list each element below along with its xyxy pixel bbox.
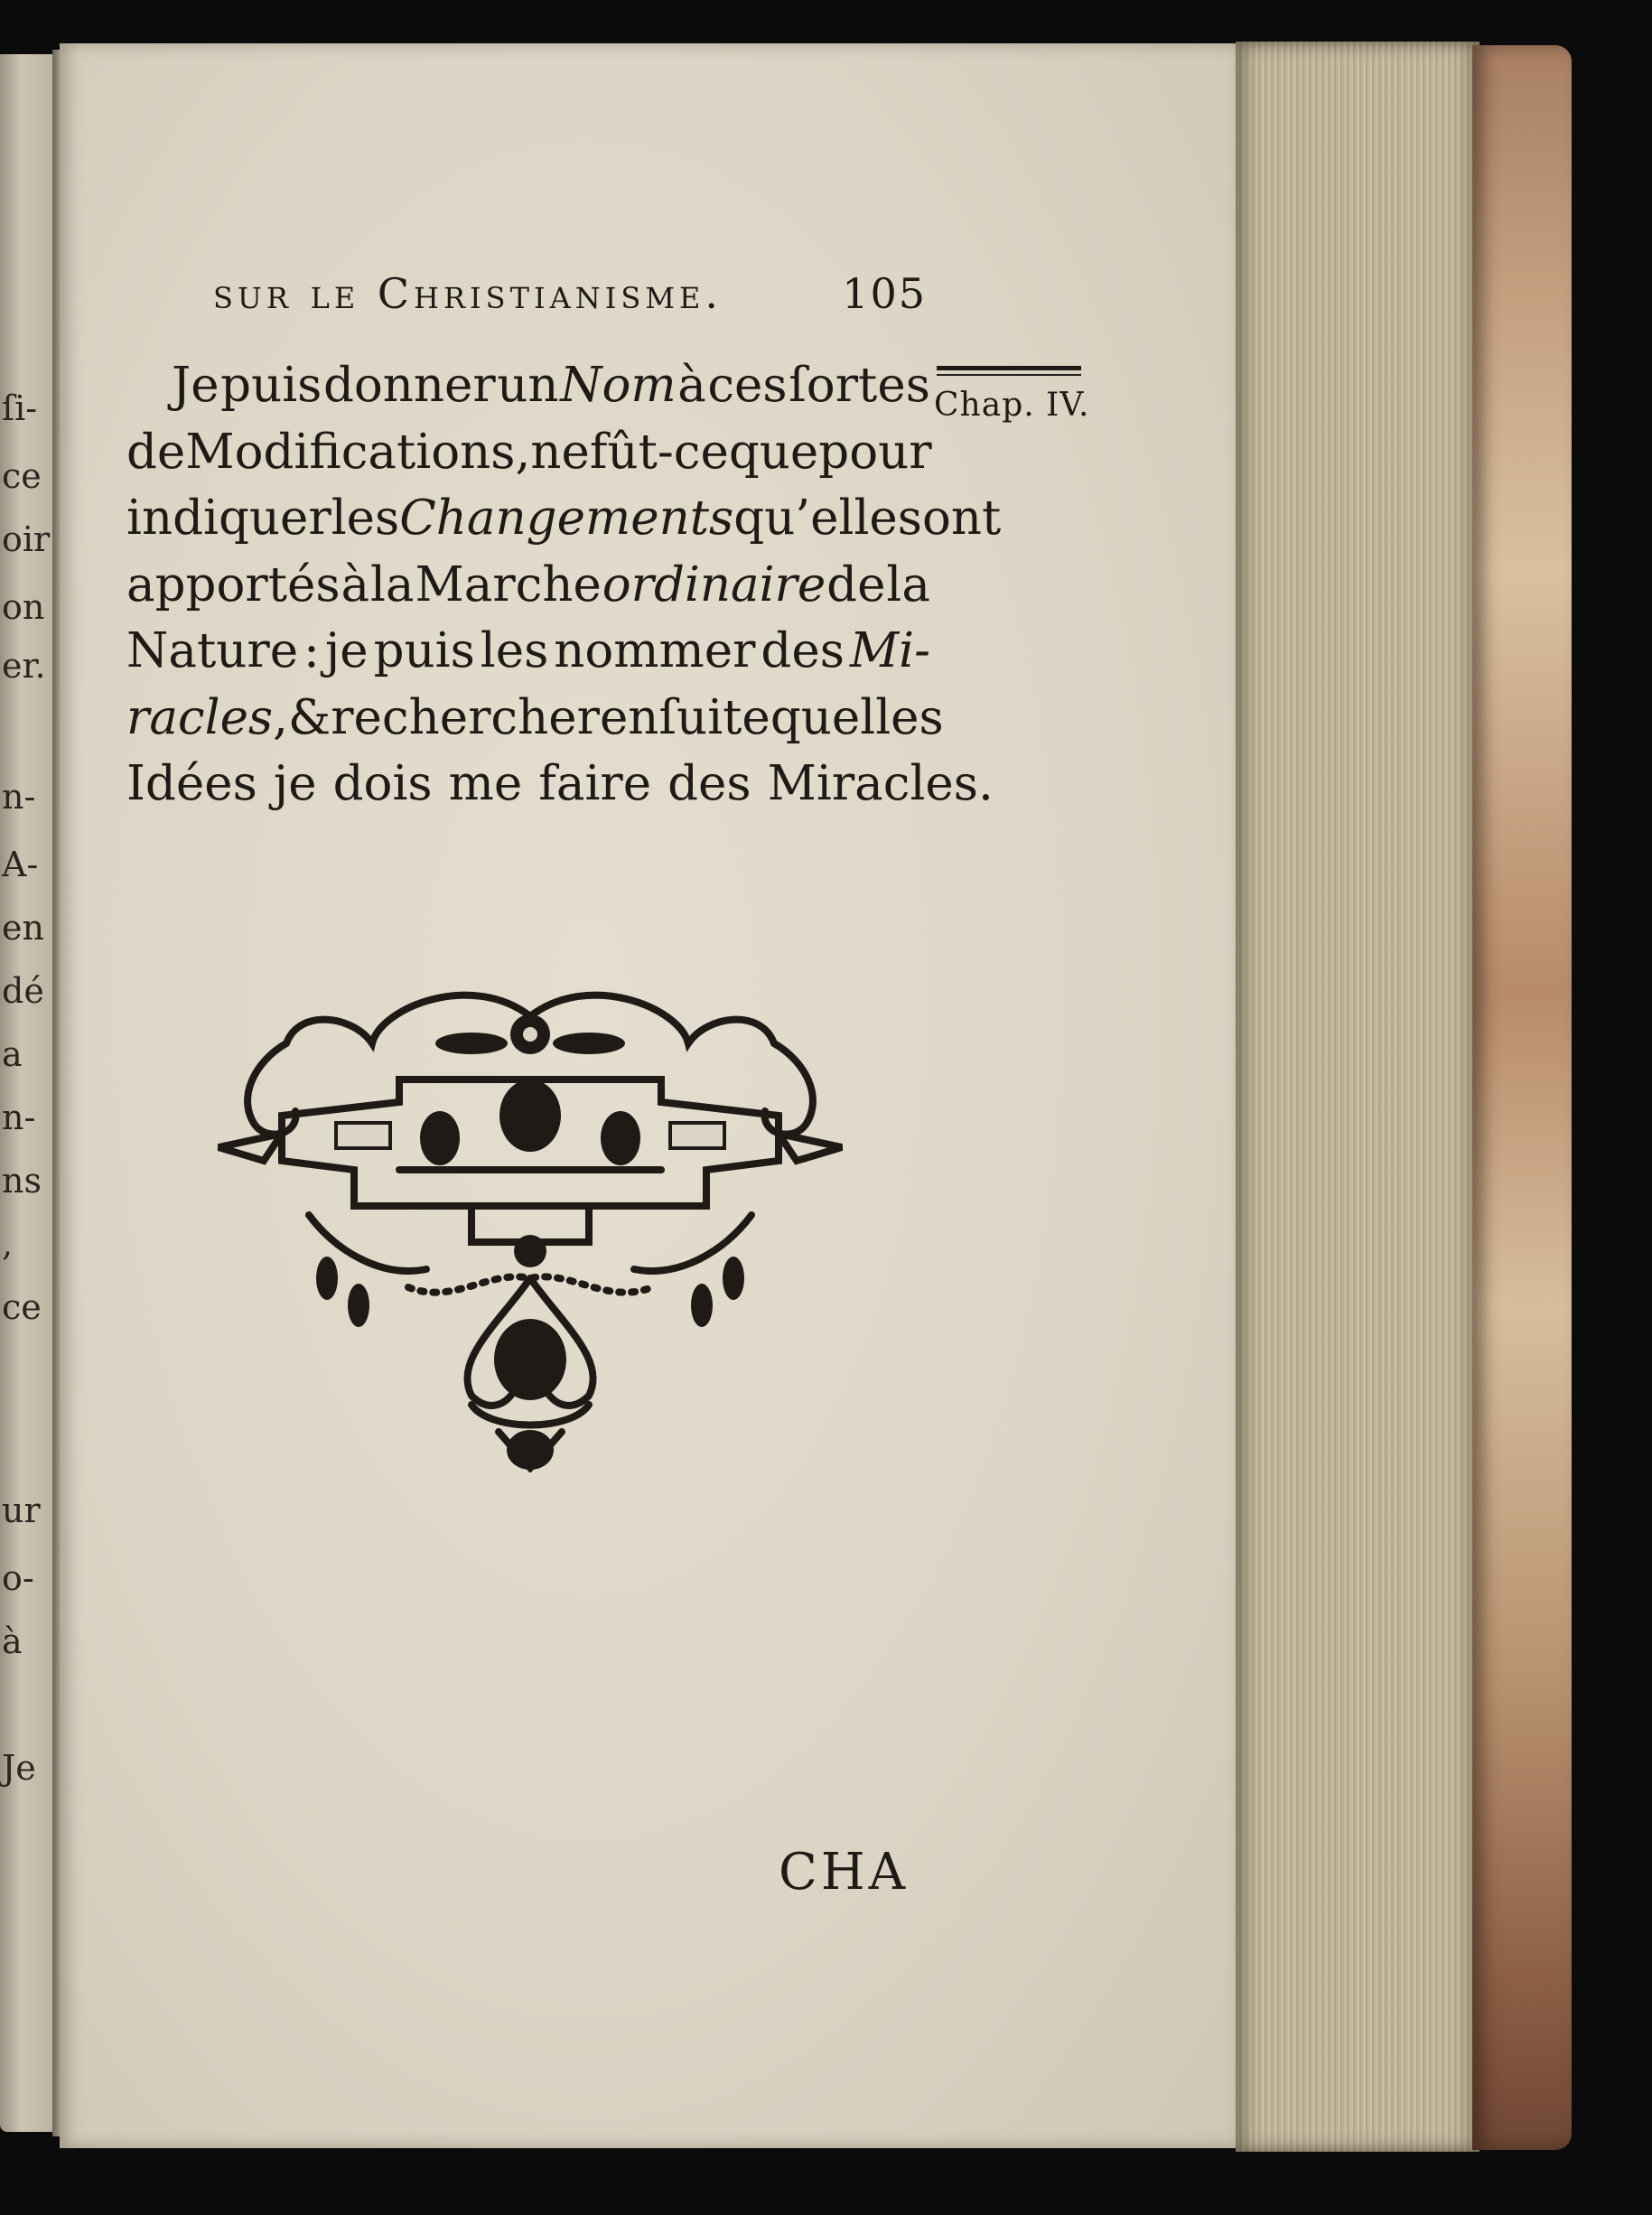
running-head-title: sur le Christianisme.: [213, 269, 723, 318]
facing-page-fragment: er.: [2, 646, 46, 686]
italic-word: ordinaire: [602, 556, 826, 612]
chapter-rule-thick: [937, 366, 1081, 370]
word: ont: [921, 491, 1002, 546]
word: puis: [373, 623, 475, 678]
text-line: [126, 618, 930, 685]
word: fût-ce: [589, 424, 729, 480]
word: de: [126, 424, 186, 480]
word: Marche: [415, 556, 602, 612]
word: puis: [220, 358, 322, 413]
facing-page-fragment: A-: [2, 845, 39, 884]
word: à: [677, 358, 706, 413]
word: :: [303, 623, 320, 678]
word: indiquer: [126, 491, 331, 546]
word: que: [728, 424, 819, 480]
chapter-rule-thin: [937, 374, 1081, 376]
facing-page-fragment: n-: [2, 1098, 36, 1137]
word: pour: [818, 424, 932, 480]
italic-word: Mi-: [849, 623, 930, 678]
facing-page-fragment: on: [2, 587, 45, 627]
ornament-icon: [201, 980, 860, 1472]
word: Je: [172, 358, 219, 413]
word: les: [480, 623, 549, 678]
facing-page-fragment: o-: [2, 1558, 34, 1598]
italic-word: racles: [126, 689, 274, 745]
word: apportés: [126, 556, 341, 612]
word: qu’elles: [733, 491, 922, 546]
word: enſuite: [599, 689, 770, 745]
italic-word: Nom: [560, 358, 677, 413]
facing-page-fragment: n-: [2, 777, 36, 817]
word: Idées: [126, 756, 257, 811]
facing-page-fragment: dé: [2, 971, 44, 1011]
word: des: [761, 623, 845, 678]
word: ne: [530, 424, 590, 480]
word: faire: [538, 756, 652, 811]
word: ſortes: [789, 358, 930, 413]
facing-page-fragment: a: [2, 1034, 23, 1074]
facing-page-text-fragments: [0, 0, 52, 2215]
facing-page-fragment: ,: [2, 1224, 14, 1264]
word: ,: [515, 424, 531, 480]
word: Nature: [126, 623, 299, 678]
facing-page-fragment: ur: [2, 1491, 41, 1530]
text-line: [126, 552, 930, 619]
word: nommer: [554, 623, 756, 678]
page-edges: [1236, 42, 1479, 2152]
facing-page-fragment: oir: [2, 519, 51, 559]
word: à: [341, 556, 370, 612]
page-number: 105: [842, 269, 927, 318]
facing-page-fragment: ns: [2, 1161, 42, 1201]
facing-page-fragment: ce: [2, 456, 42, 496]
word: des: [667, 756, 751, 811]
text-line: [126, 685, 944, 752]
facing-page-fragment: Je: [2, 1748, 36, 1788]
facing-page-fragment: à: [2, 1622, 23, 1661]
paragraph: [126, 352, 1002, 818]
word: je: [273, 756, 317, 811]
word: la: [886, 556, 930, 612]
leather-cover: [1472, 45, 1572, 2150]
word: me: [448, 756, 523, 811]
text-line: [126, 419, 930, 486]
word: Miracles.: [767, 756, 994, 811]
text-line: [126, 485, 1002, 552]
text-line: [126, 352, 930, 419]
word: la: [369, 556, 415, 612]
word: quelles: [770, 689, 944, 745]
word: rechercher: [331, 689, 600, 745]
word: ces: [707, 358, 788, 413]
word: donner: [322, 358, 496, 413]
word: &: [288, 689, 331, 745]
running-head: [213, 269, 927, 323]
chapter-margin-note: Chap. IV.: [934, 387, 1090, 424]
italic-word: Changements: [399, 491, 734, 546]
word: dois: [332, 756, 433, 811]
catchword: CHA: [779, 1843, 910, 1902]
facing-page-fragment: ce: [2, 1287, 42, 1327]
word: un: [497, 358, 559, 413]
text-line: [126, 751, 994, 818]
word: ,: [273, 689, 288, 745]
facing-page-fragment: en: [2, 908, 44, 948]
facing-page-fragment: ſi-: [2, 388, 38, 428]
word: les: [331, 491, 400, 546]
word: de: [826, 556, 886, 612]
word: Modifications: [185, 424, 516, 480]
word: je: [324, 623, 369, 678]
